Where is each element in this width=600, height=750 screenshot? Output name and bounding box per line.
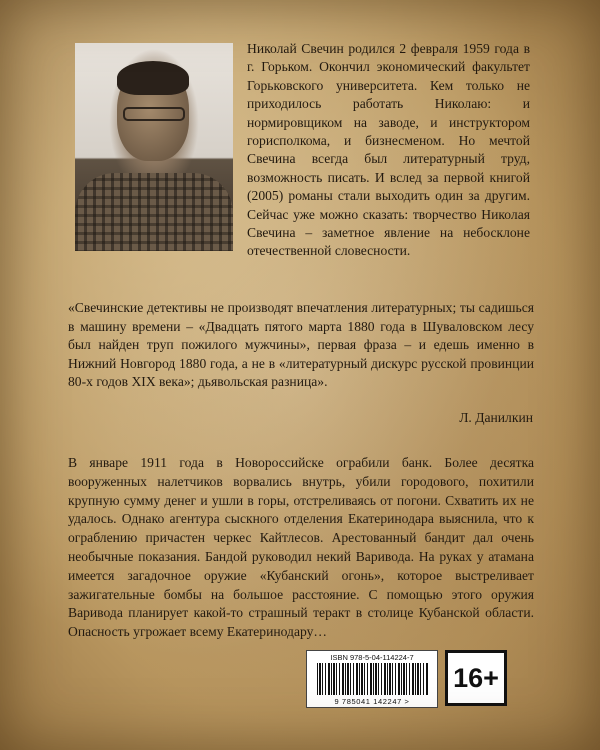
author-photo [75, 43, 233, 251]
isbn-label: ISBN 978-5-04-114224-7 [330, 653, 414, 662]
photo-hair [117, 61, 189, 95]
quote-author: Л. Данилкин [459, 410, 533, 425]
age-rating-badge: 16+ [445, 650, 507, 706]
photo-glasses [123, 107, 185, 121]
isbn-barcode [306, 650, 438, 708]
author-bio: Николай Свечин родился 2 февраля 1959 года в г. Горьком. Окончил экономический факультет Горьковского университета. Кем только не приходилось работать Николаю: и нормировщиком на заводе, и инструктором горисполкома, и бизнесменом. Но мечтой Свечина всегда был литературный труд, возможность писать. И вслед за первой книгой (2005) романы стали выходить один за другим. Сейчас уже можно сказать: творчество Николая Свечина – заметное явление на небосклоне отечественной словесности. [247, 41, 530, 259]
book-annotation: В январе 1911 года в Новороссийске ограбили банк. Более десятка вооруженных налетчиков ворвались внутрь, убили городового, похитили крупную сумму денег и ушли в горы, отстреливаясь от погони. Схватить их не удалось. Однако агентура сыскного отделения Екатеринодара выяснила, что к ограблению причастен черкес Кайтлесов. Арестованный бандит дал очень необычные показания. Бандой руководил некий Варивода. На руках у атамана имеется загадочное оружие «Кубанский огонь», которое выстреливает зажигательные бомбы на большое расстояние. С помощью этого оружия Варивода планирует какой-то страшный теракт в столице Кубанской области. Опасность угрожает всему Екатеринодару… [68, 455, 534, 640]
review-quote: «Свечинские детективы не производят впечатления литературных; ты садишься в машину времени – «Двадцать пятого марта 1880 года в Шуваловском лесу был найден труп пожилого мужчины», первая фраза – и едешь именно в Нижний Новгород 1880 года, а не в «литературный дискурс русской провинции 80-х годов XIX века»; дьявольская разница». [68, 300, 534, 390]
barcode-digits: 9 785041 142247 > [309, 697, 435, 706]
barcode-bars [317, 663, 429, 695]
photo-shirt [75, 173, 233, 251]
